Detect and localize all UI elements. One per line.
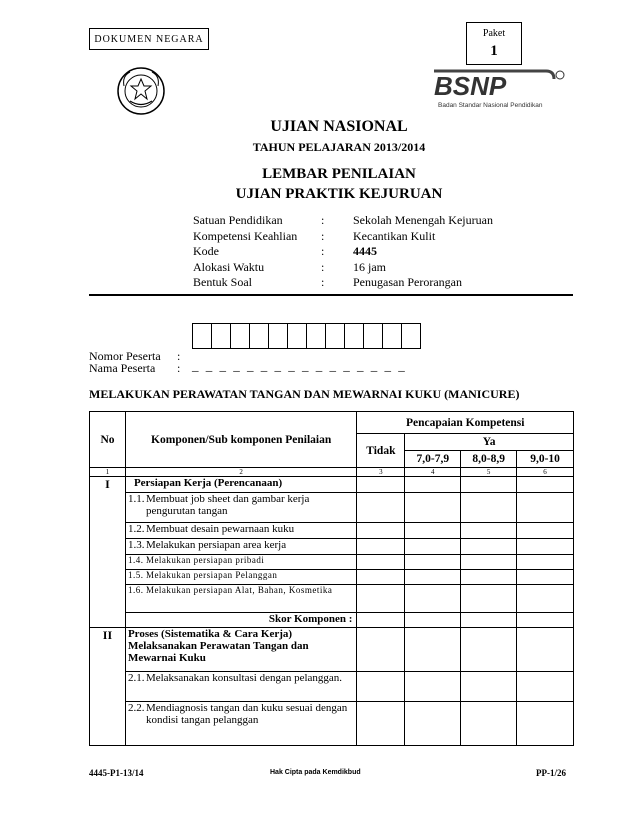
info-row: Alokasi Waktu : 16 jam bbox=[193, 260, 553, 276]
item-number: 1.6. bbox=[127, 585, 144, 595]
bsnp-logo-text: BSNP bbox=[434, 71, 507, 101]
score-cell[interactable] bbox=[517, 628, 574, 672]
score-cell[interactable] bbox=[461, 585, 517, 613]
table-row bbox=[90, 493, 574, 523]
table-row bbox=[90, 613, 574, 628]
header-component: Komponen/Sub komponen Penilaian bbox=[125, 412, 356, 468]
score-cell[interactable] bbox=[405, 672, 461, 702]
digit-box[interactable] bbox=[363, 323, 383, 349]
table-row bbox=[90, 555, 574, 570]
score-cell[interactable] bbox=[517, 702, 574, 746]
item-text: Melakukan persiapan Pelanggan bbox=[145, 570, 278, 580]
header-range: 8,0-8,9 bbox=[461, 451, 517, 468]
score-cell[interactable] bbox=[461, 493, 517, 523]
item-number: 1.4. bbox=[127, 555, 144, 565]
score-cell[interactable] bbox=[405, 493, 461, 523]
column-number: 6 bbox=[517, 468, 574, 477]
score-cell[interactable] bbox=[357, 523, 405, 539]
participant-name-field[interactable]: _ _ _ _ _ _ _ _ _ _ _ _ _ _ _ _ bbox=[192, 358, 407, 373]
table-row bbox=[90, 585, 574, 613]
score-cell[interactable] bbox=[517, 477, 574, 493]
table-row bbox=[90, 628, 574, 672]
header-range: 7,0-7,9 bbox=[405, 451, 461, 468]
info-key: Satuan Pendidikan bbox=[193, 213, 283, 227]
info-row: Kode : 4445 bbox=[193, 244, 553, 260]
document-classification-label: DOKUMEN NEGARA bbox=[89, 28, 209, 50]
score-cell[interactable] bbox=[517, 672, 574, 702]
section-title: Persiapan Kerja (Perencanaan) bbox=[125, 477, 356, 493]
section-title: Proses (Sistematika & Cara Kerja) Melaksanakan Perawatan Tangan dan Mewarnai Kuku bbox=[125, 628, 356, 672]
score-cell[interactable] bbox=[461, 702, 517, 746]
score-cell[interactable] bbox=[405, 628, 461, 672]
score-cell[interactable] bbox=[517, 613, 574, 628]
score-cell[interactable] bbox=[517, 523, 574, 539]
assessment-table bbox=[89, 411, 574, 746]
paket-box bbox=[466, 22, 522, 65]
table-row bbox=[90, 702, 574, 746]
component-score-label: Skor Komponen : bbox=[125, 613, 356, 628]
header-achievement: Pencapaian Kompetensi bbox=[357, 412, 574, 434]
info-row: Kompetensi Keahlian : Kecantikan Kulit bbox=[193, 229, 553, 245]
column-number: 5 bbox=[461, 468, 517, 477]
header-divider bbox=[89, 294, 573, 296]
info-key: Kode bbox=[193, 244, 219, 259]
score-cell[interactable] bbox=[357, 613, 405, 628]
table-row bbox=[90, 672, 574, 702]
score-cell[interactable] bbox=[357, 555, 405, 570]
sheet-title: LEMBAR PENILAIAN bbox=[262, 166, 416, 182]
item-text: Melakukan persiapan Alat, Bahan, Kosmetika bbox=[145, 585, 333, 595]
info-value: 4445 bbox=[353, 244, 377, 259]
info-value: 16 jam bbox=[353, 259, 386, 274]
score-cell[interactable] bbox=[461, 477, 517, 493]
score-cell[interactable] bbox=[405, 613, 461, 628]
digit-box[interactable] bbox=[287, 323, 307, 349]
item-number: 2.2. bbox=[127, 702, 145, 714]
item-number: 1.5. bbox=[127, 570, 144, 580]
score-cell[interactable] bbox=[517, 555, 574, 570]
score-cell[interactable] bbox=[517, 585, 574, 613]
item-number: 2.1. bbox=[127, 672, 145, 684]
digit-box[interactable] bbox=[401, 323, 421, 349]
item-text: Membuat desain pewarnaan kuku bbox=[145, 523, 295, 535]
info-row: Satuan Pendidikan : Sekolah Menengah Kejuruan bbox=[193, 213, 553, 229]
info-row: Bentuk Soal : Penugasan Perorangan bbox=[193, 275, 553, 291]
column-number: 4 bbox=[405, 468, 461, 477]
score-cell[interactable] bbox=[357, 570, 405, 585]
score-cell[interactable] bbox=[405, 702, 461, 746]
digit-box[interactable] bbox=[306, 323, 326, 349]
score-cell[interactable] bbox=[357, 672, 405, 702]
score-cell[interactable] bbox=[461, 539, 517, 555]
score-cell[interactable] bbox=[405, 555, 461, 570]
score-cell[interactable] bbox=[405, 570, 461, 585]
score-cell[interactable] bbox=[357, 477, 405, 493]
item-number: 1.3. bbox=[127, 539, 145, 551]
exam-title: UJIAN NASIONAL bbox=[270, 118, 408, 135]
column-number: 3 bbox=[357, 468, 405, 477]
header-tidak: Tidak bbox=[357, 434, 405, 468]
participant-number-label: Nomor Peserta bbox=[89, 349, 161, 363]
item-text: Mendiagnosis tangan dan kuku sesuai dengan kondisi tangan pelanggan bbox=[145, 702, 348, 726]
digit-box[interactable] bbox=[382, 323, 402, 349]
score-cell[interactable] bbox=[461, 613, 517, 628]
score-cell[interactable] bbox=[357, 702, 405, 746]
digit-box[interactable] bbox=[325, 323, 345, 349]
score-cell[interactable] bbox=[517, 493, 574, 523]
table-row bbox=[90, 523, 574, 539]
footer-page: PP-1/26 bbox=[536, 768, 566, 778]
exam-info-block bbox=[193, 213, 553, 291]
digit-box[interactable] bbox=[192, 323, 212, 349]
score-cell[interactable] bbox=[357, 585, 405, 613]
paket-number: 1 bbox=[490, 43, 498, 59]
bsnp-logo-caption: Badan Standar Nasional Pendidikan bbox=[438, 102, 543, 109]
bsnp-logo bbox=[428, 65, 568, 111]
digit-box[interactable] bbox=[344, 323, 364, 349]
score-cell[interactable] bbox=[517, 539, 574, 555]
academic-year: TAHUN PELAJARAN 2013/2014 bbox=[252, 140, 426, 154]
participant-number-colon: : bbox=[177, 349, 181, 363]
digit-box[interactable] bbox=[230, 323, 250, 349]
paket-label: Paket bbox=[482, 28, 506, 39]
header-no: No bbox=[90, 412, 126, 468]
info-value: Penugasan Perorangan bbox=[353, 275, 462, 290]
score-cell[interactable] bbox=[405, 539, 461, 555]
table-row bbox=[90, 477, 574, 493]
info-value: Kecantikan Kulit bbox=[353, 228, 436, 243]
footer-copyright: Hak Cipta pada Kemdikbud bbox=[270, 769, 361, 776]
column-number: 2 bbox=[125, 468, 356, 477]
task-title: MELAKUKAN PERAWATAN TANGAN DAN MEWARNAI KUKU (MANICURE) bbox=[89, 387, 520, 401]
digit-box[interactable] bbox=[249, 323, 269, 349]
digit-box[interactable] bbox=[211, 323, 231, 349]
header-ya: Ya bbox=[405, 434, 574, 451]
header-range: 9,0-10 bbox=[517, 451, 574, 468]
info-key: Kompetensi Keahlian bbox=[193, 228, 298, 243]
column-number: 1 bbox=[90, 468, 126, 477]
item-number: 1.2. bbox=[127, 523, 145, 535]
info-key: Bentuk Soal bbox=[193, 275, 252, 290]
score-cell[interactable] bbox=[517, 570, 574, 585]
section-number: I bbox=[90, 477, 126, 628]
ministry-emblem-logo bbox=[116, 66, 166, 116]
info-value: Sekolah Menengah Kejuruan bbox=[353, 213, 493, 227]
score-cell[interactable] bbox=[405, 585, 461, 613]
participant-name-colon: : bbox=[177, 361, 181, 375]
participant-number-boxes[interactable] bbox=[192, 323, 420, 348]
table-row bbox=[90, 539, 574, 555]
footer-code: 4445-P1-13/14 bbox=[89, 768, 144, 778]
info-key: Alokasi Waktu bbox=[193, 259, 265, 274]
section-number: II bbox=[90, 628, 126, 746]
score-cell[interactable] bbox=[461, 523, 517, 539]
participant-name-label: Nama Peserta bbox=[89, 361, 156, 375]
digit-box[interactable] bbox=[268, 323, 288, 349]
score-cell[interactable] bbox=[461, 672, 517, 702]
score-cell[interactable] bbox=[461, 628, 517, 672]
score-cell[interactable] bbox=[461, 555, 517, 570]
score-cell[interactable] bbox=[357, 539, 405, 555]
item-text: Melaksanakan konsultasi dengan pelanggan. bbox=[145, 672, 343, 684]
item-number: 1.1. bbox=[127, 493, 145, 505]
table-row bbox=[90, 570, 574, 585]
item-text: Melakukan persiapan pribadi bbox=[145, 555, 265, 565]
score-cell[interactable] bbox=[357, 493, 405, 523]
score-cell[interactable] bbox=[357, 628, 405, 672]
score-cell[interactable] bbox=[461, 570, 517, 585]
exam-type-title: UJIAN PRAKTIK KEJURUAN bbox=[235, 186, 443, 202]
item-text: Melakukan persiapan area kerja bbox=[145, 539, 287, 551]
score-cell[interactable] bbox=[405, 477, 461, 493]
item-text: Membuat job sheet dan gambar kerja pengurutan tangan bbox=[145, 493, 310, 517]
score-cell[interactable] bbox=[405, 523, 461, 539]
